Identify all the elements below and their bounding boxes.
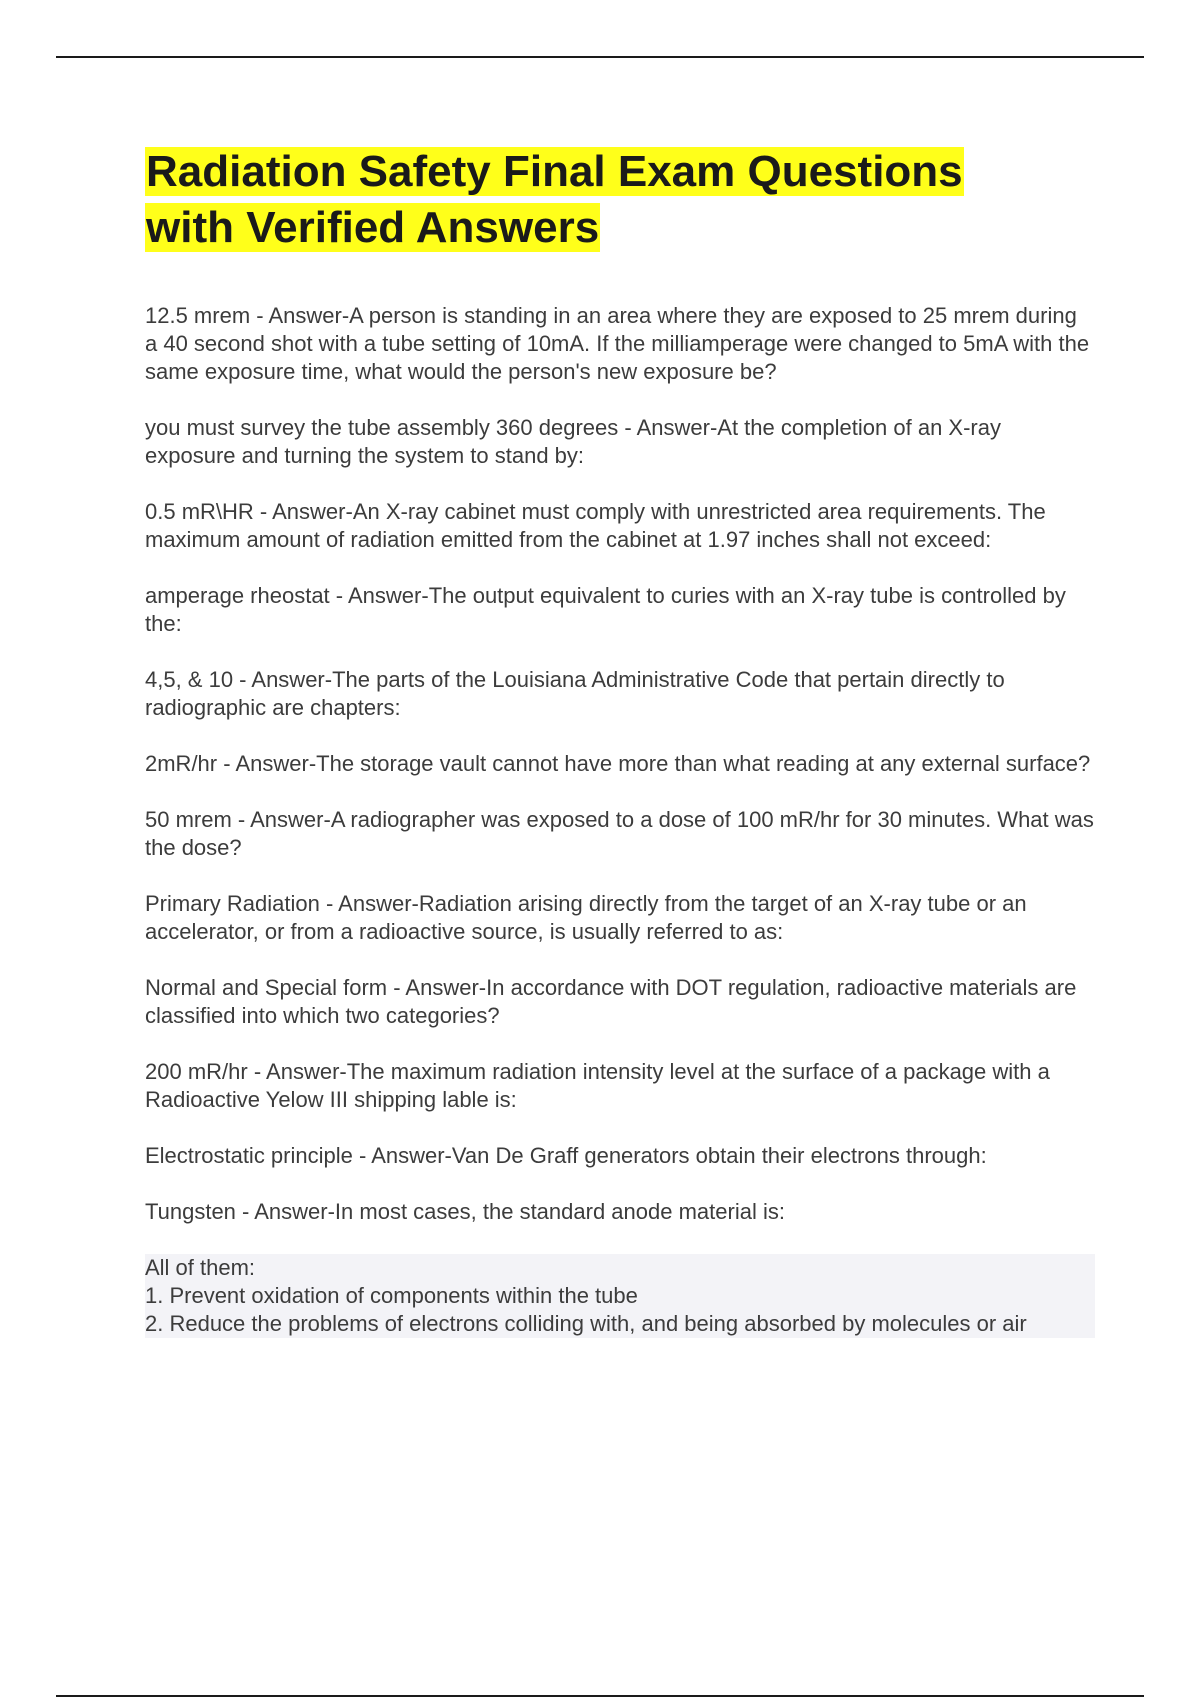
document-body bbox=[145, 144, 1095, 1366]
top-rule bbox=[56, 56, 1144, 58]
title-line-2: with Verified Answers bbox=[146, 203, 600, 252]
qa-entry: 0.5 mR\HR - Answer-An X-ray cabinet must comply with unrestricted area requirements. The maximum amount of radiation emitted from the cabinet at 1.97 inches shall not exceed: bbox=[145, 499, 1046, 552]
qa-entry: Primary Radiation - Answer-Radiation arising directly from the target of an X-ray tube or an accelerator, or from a radioactive source, is usually referred to as: bbox=[145, 891, 1027, 944]
qa-list bbox=[145, 302, 1095, 1338]
qa-entry: amperage rheostat - Answer-The output equivalent to curies with an X-ray tube is controlled by the: bbox=[145, 583, 1066, 636]
title-line-1: Radiation Safety Final Exam Questions bbox=[146, 147, 963, 196]
qa-entry: 12.5 mrem - Answer-A person is standing in an area where they are exposed to 25 mrem during a 40 second shot with a tube setting of 10mA. If the milliamperage were changed to 5mA with the same exposure time, what would the person's new exposure be? bbox=[145, 303, 1090, 384]
qa-entry: 4,5, & 10 - Answer-The parts of the Louisiana Administrative Code that pertain directly to radiographic are chapters: bbox=[145, 667, 1005, 720]
qa-entry: you must survey the tube assembly 360 degrees - Answer-At the completion of an X-ray exposure and turning the system to stand by: bbox=[145, 415, 1001, 468]
qa-line: 1. Prevent oxidation of components within the tube bbox=[145, 1282, 1095, 1310]
qa-line: 2. Reduce the problems of electrons colliding with, and being absorbed by molecules or air bbox=[145, 1310, 1095, 1338]
qa-entry: Electrostatic principle - Answer-Van De Graff generators obtain their electrons through: bbox=[145, 1143, 987, 1168]
qa-entry: 200 mR/hr - Answer-The maximum radiation intensity level at the surface of a package with a Radioactive Yelow III shipping lable is: bbox=[145, 1059, 1050, 1112]
qa-entry: Tungsten - Answer-In most cases, the standard anode material is: bbox=[145, 1199, 785, 1224]
bottom-rule bbox=[56, 1695, 1144, 1697]
qa-entry-multiline bbox=[145, 1254, 1095, 1338]
qa-entry: Normal and Special form - Answer-In accordance with DOT regulation, radioactive materials are classified into which two categories? bbox=[145, 975, 1077, 1028]
qa-entry: 2mR/hr - Answer-The storage vault cannot have more than what reading at any external surface? bbox=[145, 751, 1091, 776]
qa-entry: 50 mrem - Answer-A radiographer was exposed to a dose of 100 mR/hr for 30 minutes. What was the dose? bbox=[145, 807, 1094, 860]
qa-line: All of them: bbox=[145, 1254, 1095, 1282]
document-title bbox=[145, 144, 1095, 256]
